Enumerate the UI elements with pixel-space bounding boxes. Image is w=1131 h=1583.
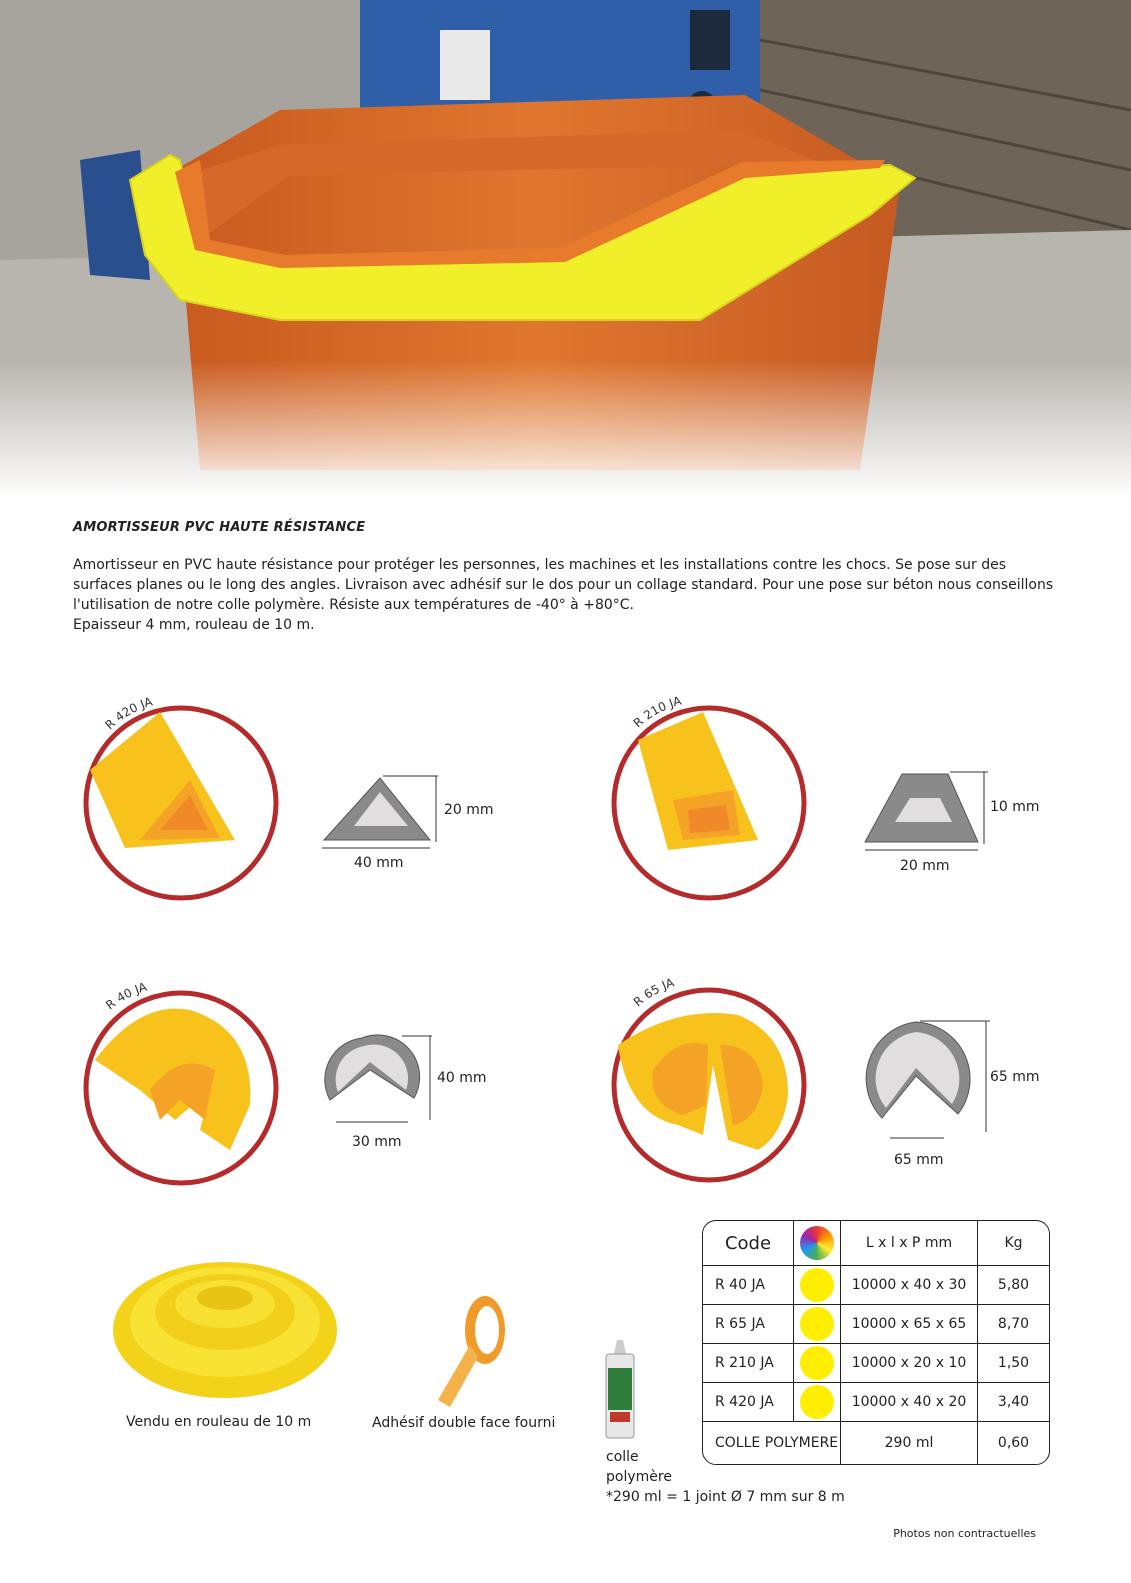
table-row — [703, 1383, 1049, 1422]
profile-photo-r65 — [608, 975, 818, 1190]
disclaimer: Photos non contractuelles — [893, 1527, 1036, 1540]
cell-color — [794, 1383, 841, 1422]
table-header-row — [703, 1221, 1049, 1266]
profile-label: R 210 JA — [630, 693, 683, 731]
cell-dims: 10000 x 40 x 20 — [841, 1383, 978, 1422]
dim-width: 40 mm — [354, 855, 404, 871]
cell-weight: 8,70 — [978, 1305, 1049, 1344]
description-paragraph: Amortisseur en PVC haute résistance pour protéger les personnes, les machines et les installations contre les chocs. Se pose sur des surfaces planes ou le long des angles. Livraison avec adhésif sur le dos pour un collage standard. Pour une pose sur béton nous conseillons l'utilisation de notre colle polymère. Résiste aux températures de -40° à +80°C. — [73, 557, 1054, 613]
dim-height: 65 mm — [990, 1069, 1040, 1085]
header-color — [794, 1221, 841, 1266]
profile-photo-r40 — [80, 980, 290, 1195]
hero-photo — [0, 0, 1131, 500]
cell-color — [794, 1266, 841, 1305]
table-row — [703, 1344, 1049, 1383]
profile-photo-r420 — [80, 690, 290, 905]
tape-photo — [430, 1295, 520, 1410]
cell-code: R 420 JA — [703, 1383, 794, 1422]
tape-caption: Adhésif double face fourni — [372, 1415, 556, 1431]
header-weight: Kg — [978, 1221, 1049, 1266]
product-title: AMORTISSEUR PVC HAUTE RÉSISTANCE — [73, 520, 366, 535]
color-wheel-icon — [800, 1226, 834, 1260]
glue-cartridge-photo — [600, 1340, 640, 1440]
dim-height: 40 mm — [437, 1070, 487, 1086]
yellow-dot-icon — [800, 1268, 834, 1302]
cell-code: COLLE POLYMERE — [703, 1422, 841, 1464]
cell-dims: 10000 x 20 x 10 — [841, 1344, 978, 1383]
dim-height: 20 mm — [444, 802, 494, 818]
cell-color — [794, 1305, 841, 1344]
spec-table — [702, 1220, 1050, 1465]
dim-width: 65 mm — [894, 1152, 944, 1168]
cell-weight: 5,80 — [978, 1266, 1049, 1305]
glue-caption-line-2: polymère — [606, 1469, 672, 1485]
profile-photo-r210 — [608, 690, 818, 905]
glue-caption-line-1: colle — [606, 1449, 639, 1465]
profile-label: R 65 JA — [630, 975, 676, 1010]
cell-code: R 210 JA — [703, 1344, 794, 1383]
cell-code: R 65 JA — [703, 1305, 794, 1344]
profile-diagram-r40 — [322, 1030, 522, 1140]
yellow-dot-icon — [800, 1346, 834, 1380]
profile-diagram-r210 — [860, 768, 1060, 878]
header-dims: L x l x P mm — [841, 1221, 978, 1266]
profile-label: R 40 JA — [103, 979, 149, 1013]
yellow-dot-icon — [800, 1385, 834, 1419]
cell-color — [794, 1344, 841, 1383]
cell-dims: 10000 x 40 x 30 — [841, 1266, 978, 1305]
cell-dims: 10000 x 65 x 65 — [841, 1305, 978, 1344]
cell-weight: 1,50 — [978, 1344, 1049, 1383]
description-thickness: Epaisseur 4 mm, rouleau de 10 m. — [73, 617, 315, 633]
glue-note: *290 ml = 1 joint Ø 7 mm sur 8 m — [606, 1489, 845, 1505]
cell-dims: 290 ml — [841, 1422, 978, 1464]
profile-diagram-r420 — [318, 770, 518, 880]
roll-photo — [110, 1250, 340, 1400]
roll-caption: Vendu en rouleau de 10 m — [126, 1414, 312, 1430]
table-row — [703, 1305, 1049, 1344]
table-row-glue — [703, 1422, 1049, 1464]
product-description — [73, 555, 1058, 635]
cell-weight: 0,60 — [997, 1435, 1030, 1451]
dim-width: 20 mm — [900, 858, 950, 874]
cell-code: R 40 JA — [703, 1266, 794, 1305]
dim-height: 10 mm — [990, 799, 1040, 815]
header-code: Code — [703, 1221, 794, 1266]
table-row — [703, 1266, 1049, 1305]
profile-label: R 420 JA — [102, 694, 155, 733]
yellow-dot-icon — [800, 1307, 834, 1341]
cell-weight: 3,40 — [978, 1383, 1049, 1422]
dim-width: 30 mm — [352, 1134, 402, 1150]
